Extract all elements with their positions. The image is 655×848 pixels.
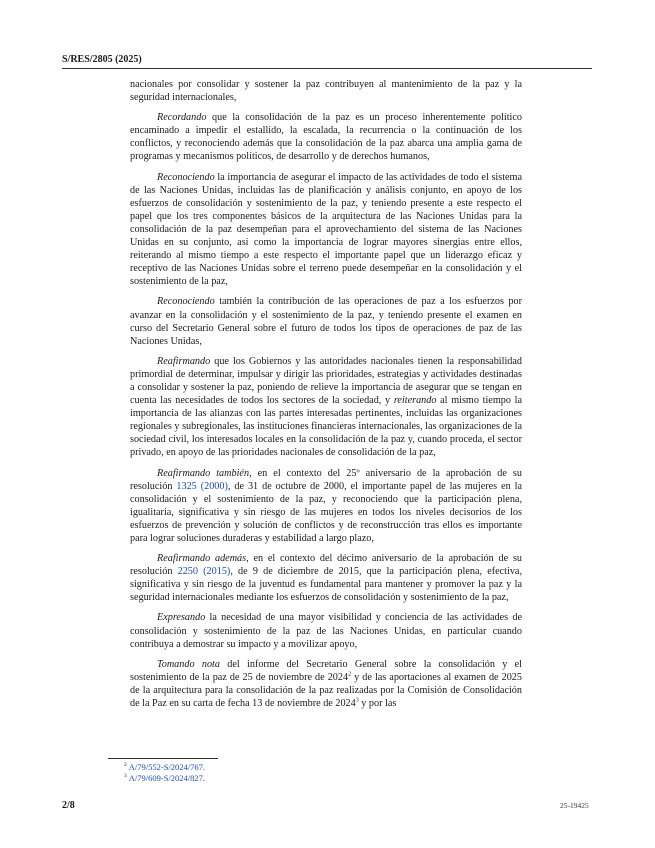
paragraph-text: y por las [358, 698, 397, 710]
footnote-number: 2 [124, 762, 127, 769]
document-body [130, 78, 522, 717]
footnote-link[interactable]: A/79/609-S/2024/827. [128, 773, 206, 783]
footnote-ref[interactable]: 3 [355, 697, 359, 704]
paragraph [130, 111, 522, 163]
document-code: 25-19425 [560, 801, 589, 810]
paragraph-text: , de 9 de diciembre de 2015, que la participación plena, efectiva, significativa y sin riesgo de la juventud es fundamental para mantener y promover la paz y la seguridad internacionales mediante los esfuerzos de consolidación y sostenimiento de la paz, [130, 566, 522, 604]
paragraph-text: del informe del Secretario General sobre la consolidación y el sostenimiento de la paz de 25 de noviembre de 2024 [130, 658, 522, 683]
paragraph [130, 171, 522, 289]
paragraph [130, 355, 522, 460]
footnote-divider [108, 758, 218, 759]
paragraph [130, 552, 522, 604]
resolution-link[interactable]: 2250 (2015) [177, 566, 231, 578]
footnote-link[interactable]: A/79/552-S/2024/767. [128, 762, 206, 772]
paragraph [130, 611, 522, 650]
paragraph-text: la importancia de asegurar el impacto de las actividades de todo el sistema de las Naciones Unidas, incluidas las de planificación y análisis conjunto, en apoyo de los esfuerzos de consolidación y sostenimiento de la paz, y teniendo presente a este respecto el papel que los tres componentes básicos de la arquitectura de las Naciones Unidas para la consolidación de la paz desempeñan para el aprovechamiento del sistema de las Naciones Unidas en su conjunto, así como la importancia de lograr mayores sinergias entre ellos, reiterando al mismo tiempo a este respecto el importante papel que un liderazgo eficaz y receptivo de las Naciones Unidas sobre el terreno puede desempeñar en la consolidación y el sostenimiento de la paz, [130, 171, 522, 288]
paragraph-text: , de 31 de octubre de 2000, el importante papel de las mujeres en la consolidación y el sostenimiento de la paz, y reconociendo que la participación plena, igualitaria, significativa y sin riesgo de las mujeres en todos los niveles decisorios de los esfuerzos de prevención y solución de conflictos y de reconstrucción tras ellos es importante para lograr soluciones duraderas y estabilidad a largo plazo, [130, 480, 522, 544]
footnote [124, 762, 205, 773]
paragraph-text: la necesidad de una mayor visibilidad y conciencia de las actividades de consolidación y sostenimiento de la paz de las Naciones Unidas, en particular cuando contribuya a demostrar su impacto y a movilizar apoyo, [130, 612, 522, 650]
footnotes [124, 762, 205, 784]
paragraph-text: , en el contexto del décimo aniversario de la aprobación de su resolución [130, 553, 522, 578]
header-divider [62, 68, 592, 69]
paragraph-text: , en el contexto del 25º aniversario de la aprobación de su resolución [130, 467, 522, 492]
resolution-link[interactable]: 1325 (2000) [176, 480, 228, 492]
paragraph [130, 295, 522, 347]
paragraph-italic: reiterando [393, 395, 437, 407]
paragraph-text: y de las aportaciones al examen de 2025 de la arquitectura para la consolidación de la paz realizadas por la Comisión de Consolidación de la Paz en su carta de fecha 13 de noviembre de 2024 [130, 671, 522, 710]
paragraph [130, 78, 522, 104]
paragraph-lead: Reafirmando [157, 355, 211, 367]
paragraph-lead: Reafirmando además [157, 553, 247, 565]
document-symbol: S/RES/2805 (2025) [62, 54, 142, 65]
footnote [124, 773, 205, 784]
footnote-number: 3 [124, 773, 127, 780]
footnote-ref[interactable]: 2 [348, 671, 352, 678]
paragraph-lead: Recordando [157, 112, 207, 124]
paragraph-text: también la contribución de las operaciones de paz a los esfuerzos por avanzar en la consolidación y el sostenimiento de la paz, y teniendo presente el examen en curso del Secretario General sobre el futuro de todos los tipos de operaciones de paz de las Naciones Unidas, [130, 296, 522, 347]
paragraph-text: al mismo tiempo la importancia de las alianzas con las partes interesadas pertinentes, incluidas las organizaciones regionales y subregionales, las instituciones financieras internacionales, las organizaciones de la sociedad civil, los interesados locales en la consolidación de la paz y, cuando proceda, el sector privado, en apoyo de las prioridades nacionales de consolidación de la paz, [130, 395, 522, 459]
paragraph-text: que los Gobiernos y las autoridades nacionales tienen la responsabilidad primordial de determinar, impulsar y dirigir las prioridades, estrategias y actividades destinadas a consolidar y sostener la paz, poniendo de relieve la importancia de asegurar que se tengan en cuenta las necesidades de todos los sectores de la sociedad, y [130, 355, 522, 407]
paragraph-lead: Tomando nota [157, 658, 220, 670]
paragraph-lead: Reconociendo [157, 171, 215, 183]
paragraph-text: que la consolidación de la paz es un proceso inherentemente político encaminado a impedir el estallido, la escalada, la recurrencia o la continuación de los conflictos, y reconociendo además que la consolidación de la paz abarca una amplia gama de programas y mecanismos políticos, de desarrollo y de derechos humanos, [130, 112, 522, 163]
paragraph-lead: Reconociendo [157, 296, 215, 308]
page-number: 2/8 [62, 800, 75, 811]
paragraph-lead: Expresando [157, 612, 206, 624]
paragraph [130, 658, 522, 710]
paragraph-lead: Reafirmando también [157, 467, 250, 479]
paragraph [130, 467, 522, 546]
paragraph-text: nacionales por consolidar y sostener la paz contribuyen al mantenimiento de la paz y la seguridad internacionales, [130, 79, 522, 104]
